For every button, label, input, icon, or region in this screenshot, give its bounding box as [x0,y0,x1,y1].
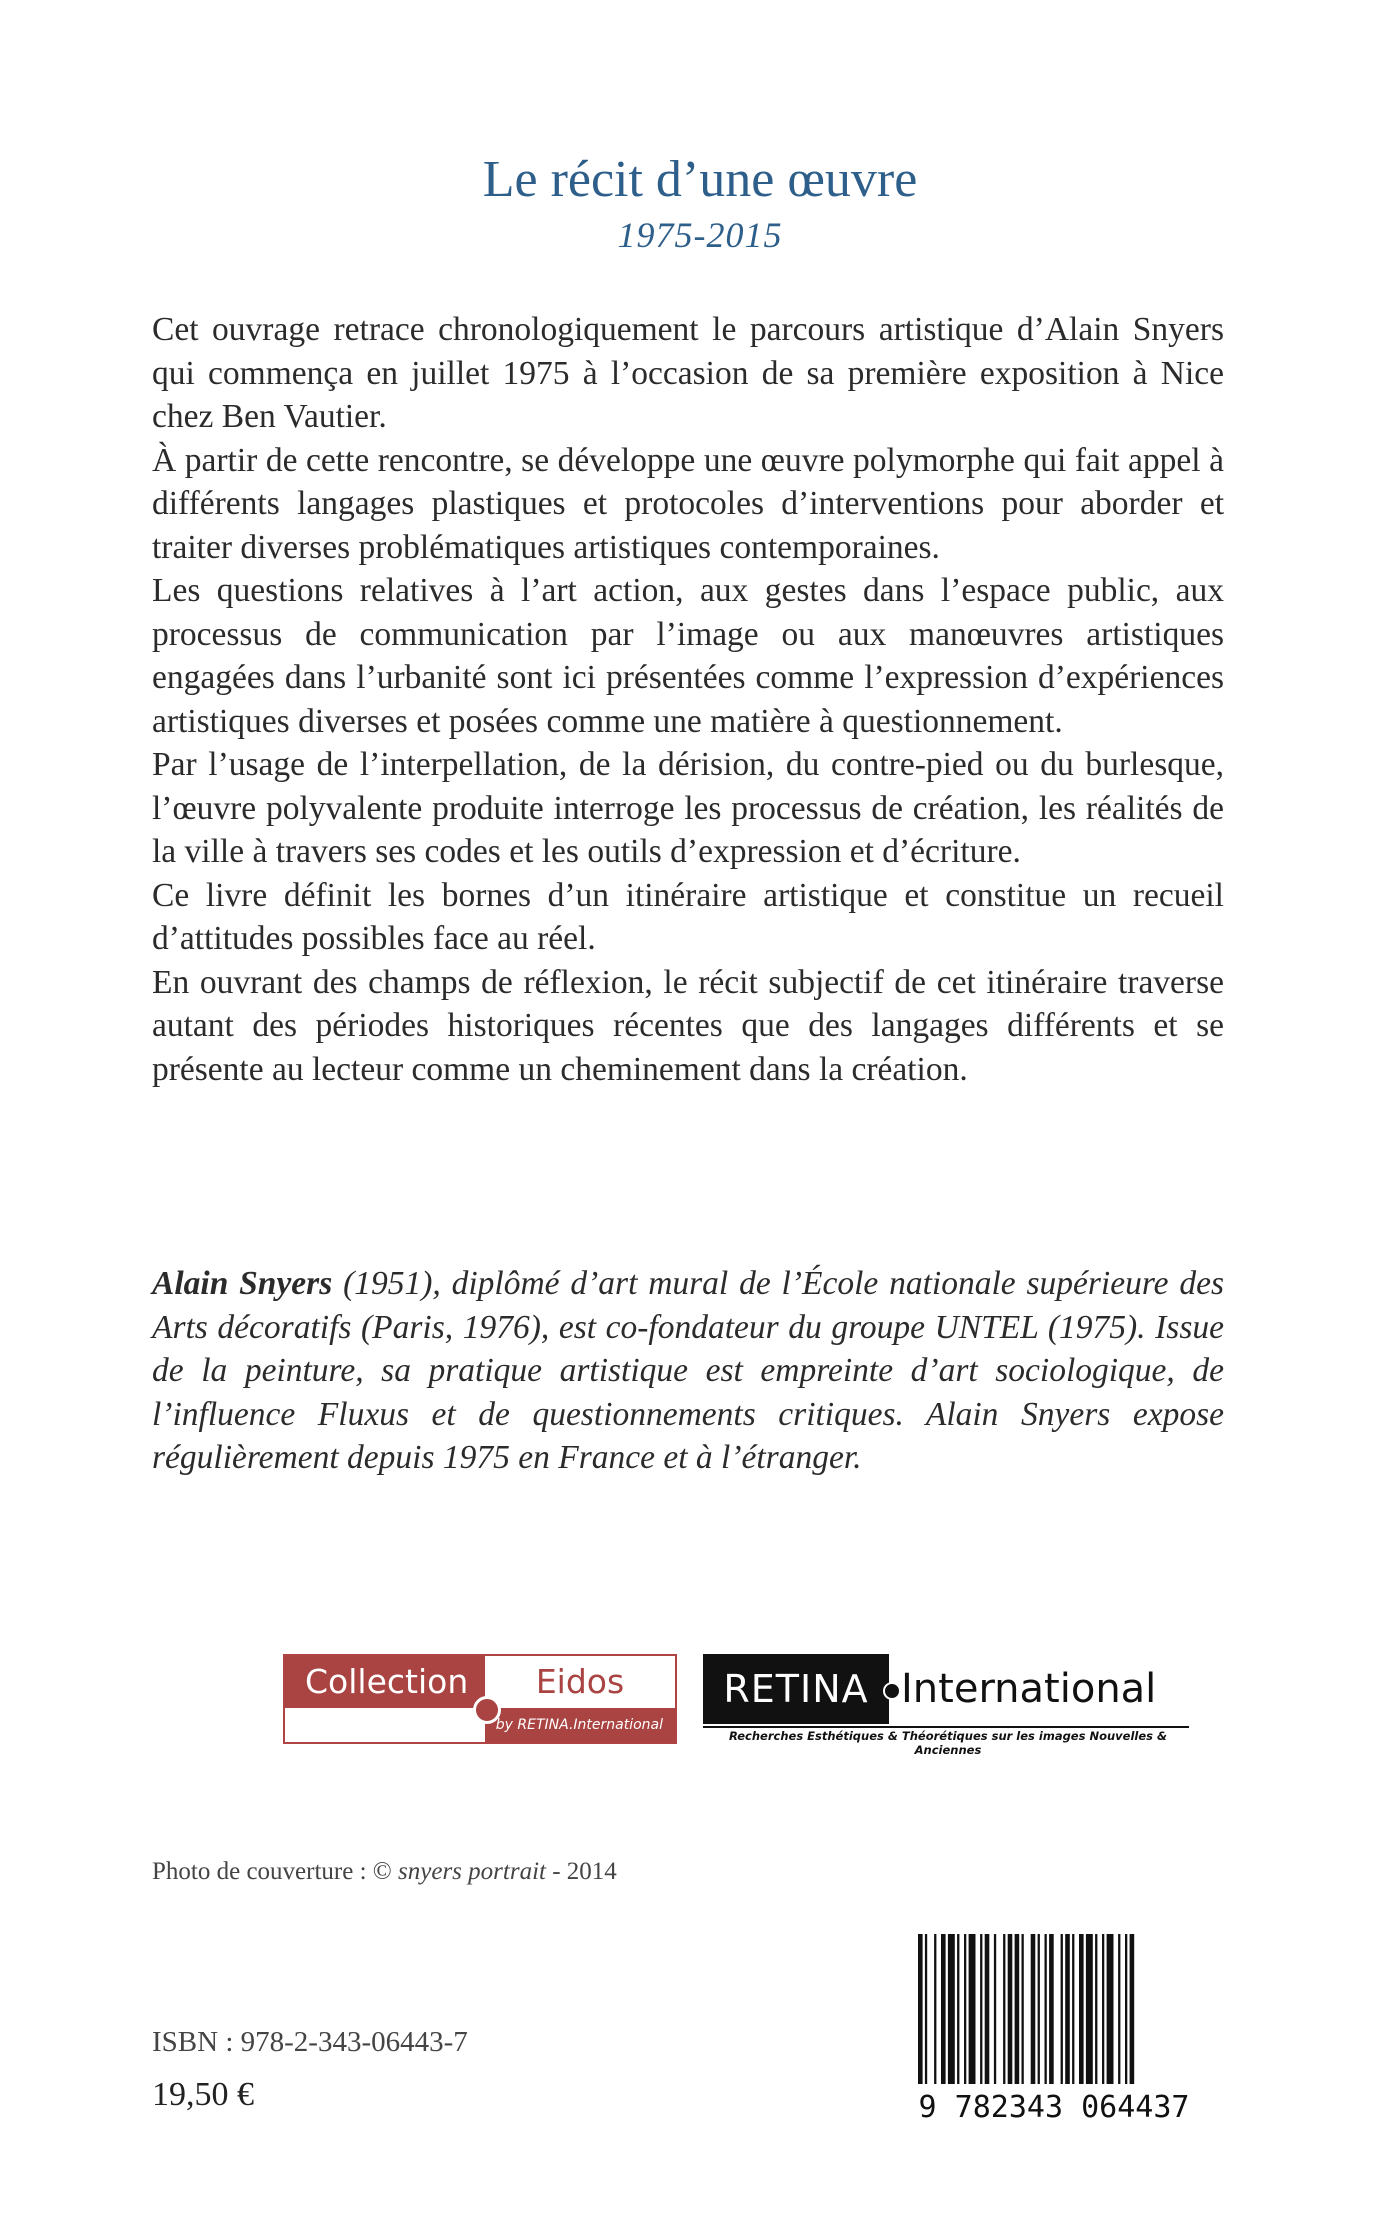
retina-tagline: Recherches Esthétiques & Théorétiques sur les images Nouvelles & Anciennes [728,1729,1168,1757]
summary-paragraph: Par l’usage de l’interpellation, de la dérision, du contre-pied ou du burlesque, l’œuvre polyvalente produite interroge les processus de création, les réalités de la ville à travers ses codes et les outils d’expression et d’écriture. [152,746,1224,870]
barcode-number: 9 782343 064437 [918,2090,1190,2124]
barcode-bar [957,1934,959,2084]
barcode-bar [1008,1934,1013,2084]
barcode-bar [980,1934,982,2084]
barcode-bar [1125,1934,1127,2084]
retina-dot [883,1682,901,1700]
barcode-bar [934,1934,936,2084]
barcode-bar [1045,1934,1047,2084]
summary-paragraph: Ce livre définit les bornes d’un itinéraire artistique et constitue un recueil d’attitudes possibles face au réel. [152,876,1224,957]
summary-paragraph: À partir de cette rencontre, se développe une œuvre polymorphe qui fait appel à différents langages plastiques et protocoles d’interventions pour aborder et traiter diverses problématiques artistiques contemporaines. [152,441,1224,566]
barcode-bar [964,1934,966,2084]
credit-label: Photo de couverture : © [152,1858,399,1885]
barcode-bar [1079,1934,1084,2084]
collection-dot [473,1696,501,1724]
barcode-bar [1031,1934,1036,2084]
barcode-bar [948,1934,955,2084]
barcode-bar [1061,1934,1063,2084]
author-bio-text: (1951), diplômé d’art mural de l’École nationale supérieure des Arts décoratifs (Paris, 1976), est co-fondateur du groupe UNTEL (1975). Issue de la peinture, sa pratique artistique est empreinte d’art sociologique, de l’influence Fluxus et de questionnements critiques. Alain Snyers expose régulièrement depuis 1975 en France et à l’étranger. [152,1265,1224,1476]
summary-text [152,308,1224,1091]
barcode-bar [1095,1934,1097,2084]
summary-paragraph: En ouvrant des champs de réflexion, le récit subjectif de cet itinéraire traverse autant des périodes historiques récentes que des langages différents et se présente au lecteur comme un cheminement dans la création. [152,963,1224,1088]
retina-brand: RETINA [703,1654,889,1724]
book-title: Le récit d’une œuvre [482,151,918,208]
cover-photo-credit [152,1858,617,1886]
retina-international-logo [703,1654,1193,1757]
barcode [900,1934,1208,2124]
barcode-bar [1022,1934,1024,2084]
barcode-bar [1015,1934,1020,2084]
collection-name: Eidos [535,1662,625,1701]
barcode-bar [918,1934,923,2084]
retina-suffix: International [901,1666,1157,1712]
barcode-bar [925,1934,927,2084]
collection-by: by RETINA.International [485,1708,675,1742]
author-name: Alain Snyers [152,1265,333,1302]
barcode-bar [1038,1934,1040,2084]
summary-paragraph: Les questions relatives à l’art action, aux gestes dans l’espace public, aux processus de communication par l’image ou aux manœuvres artistiques engagées dans l’urbanité sont ici présentées comme l’expression d’expériences artistiques diverses et posées comme une matière à questionnement. [152,572,1224,740]
summary-paragraph: Cet ouvrage retrace chronologiquement le parcours artistique d’Alain Snyers qui commença en juillet 1975 à l’occasion de sa première exposition à Nice chez Ben Vautier. [152,311,1224,435]
barcode-bars [918,1934,1134,2084]
collection-word: Collection [285,1656,485,1708]
barcode-bar [1003,1934,1005,2084]
barcode-bar [994,1934,996,2084]
retina-underline [703,1726,1189,1728]
barcode-bar [985,1934,990,2084]
credit-title: snyers portrait [398,1858,546,1885]
barcode-bar [1086,1934,1093,2084]
price: 19,50 € [152,2076,254,2113]
barcode-bar [1049,1934,1054,2084]
isbn: ISBN : 978-2-343-06443-7 [152,2026,468,2058]
barcode-bar [1118,1934,1120,2084]
barcode-bar [969,1934,976,2084]
barcode-bar [1130,1934,1135,2084]
barcode-bar [941,1934,946,2084]
barcode-bar [1065,1934,1070,2084]
barcode-bar [1072,1934,1074,2084]
book-years: 1975-2015 [617,215,783,255]
author-bio [152,1262,1224,1480]
collection-eidos-logo [283,1654,677,1744]
barcode-bar [1107,1934,1114,2084]
barcode-bar [1102,1934,1104,2084]
credit-year: - 2014 [545,1858,617,1885]
